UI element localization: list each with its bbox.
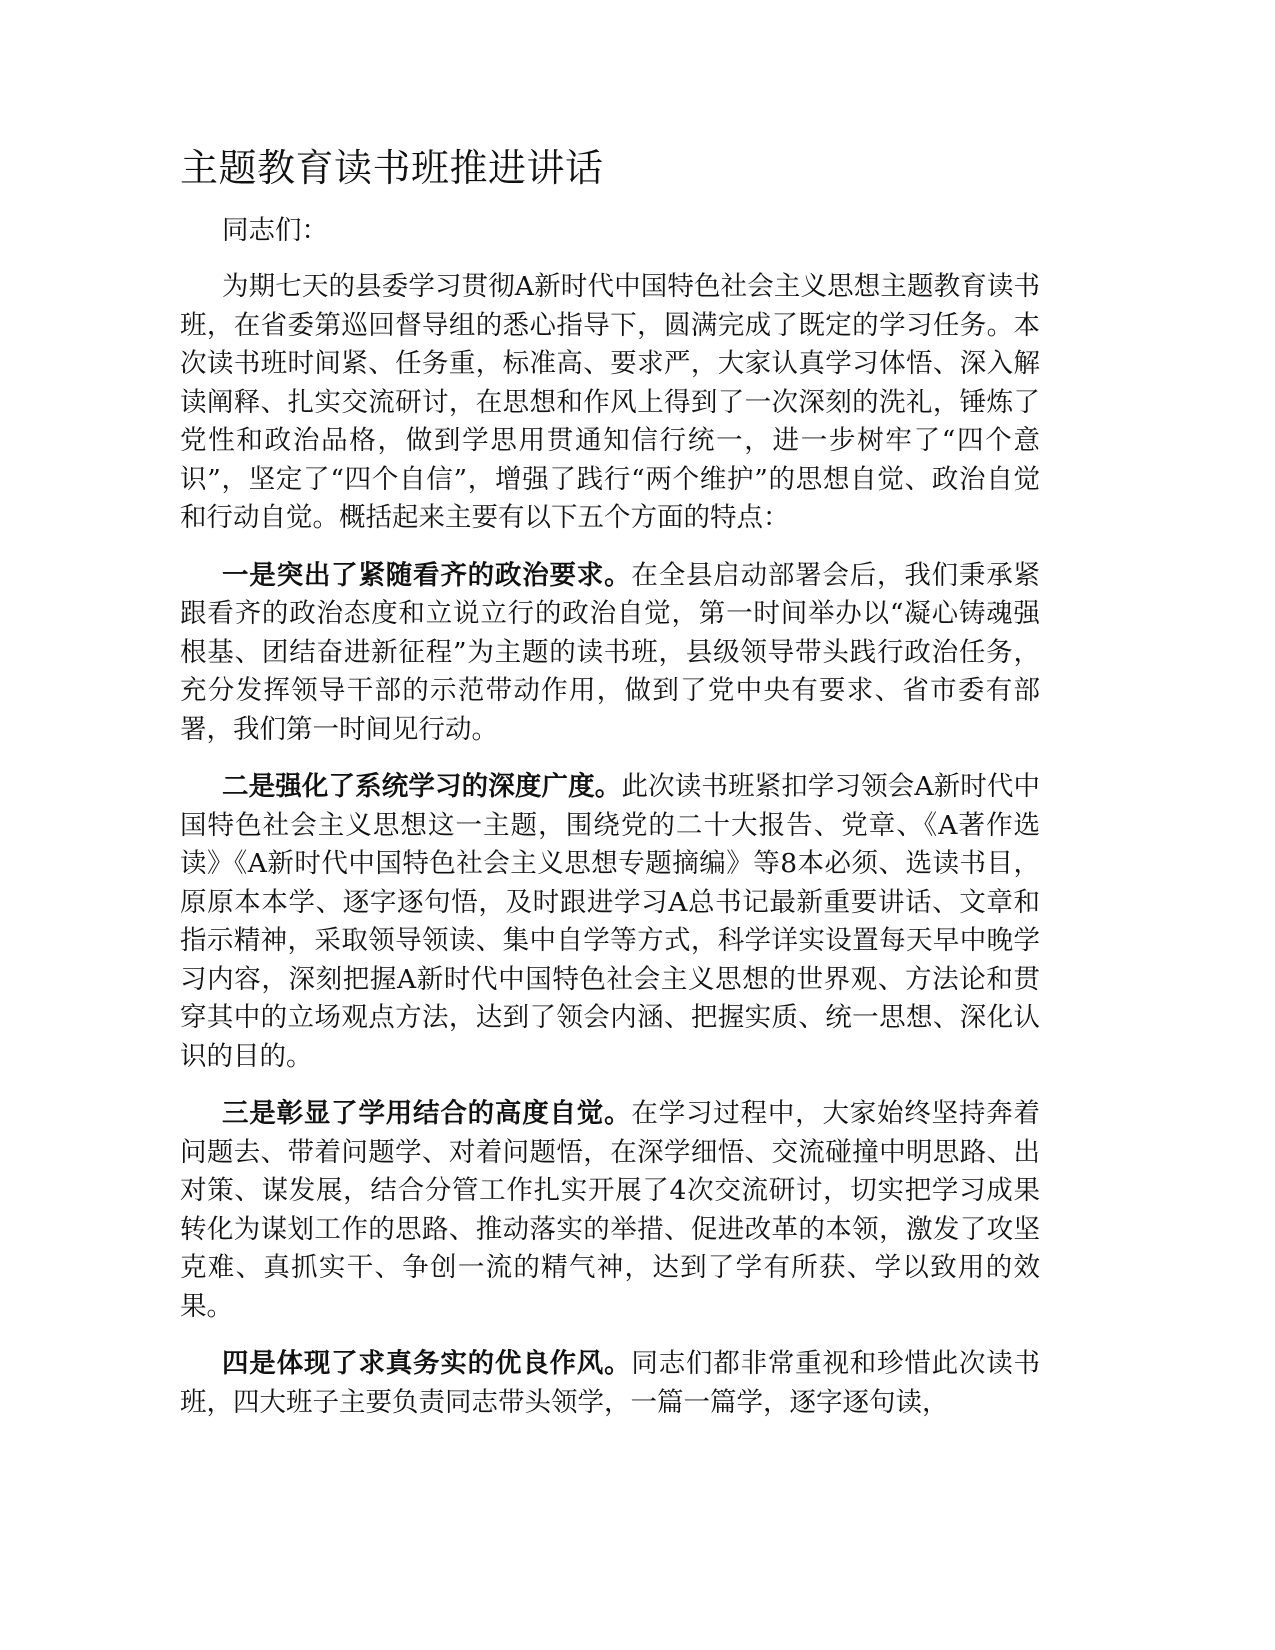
- point-paragraph-1: [180, 557, 1040, 750]
- salutation: 同志们：: [222, 215, 328, 246]
- point-heading: 四是体现了求真务实的优良作风。: [222, 1348, 632, 1379]
- point-heading: 二是强化了系统学习的深度广度。: [222, 771, 622, 802]
- point-body: 同志们都非常重视和珍惜此次读书班，四大班子主要负责同志带头领学，一篇一篇学，逐字逐句读，: [180, 1348, 1041, 1418]
- point-paragraph-4: [180, 1345, 1040, 1422]
- point-heading: 一是突出了紧随看齐的政治要求。: [222, 559, 632, 591]
- document-title: 主题教育读书班推进讲话: [180, 146, 604, 190]
- document-page: [180, 138, 1040, 1441]
- point-paragraph-2: [180, 768, 1040, 1076]
- point-body: 在学习过程中，大家始终坚持奔着问题去、带着问题学、对着问题悟，在深学细悟、交流碰撞中明思路、出对策、谋发展，结合分管工作扎实开展了4次交流研讨，切实把学习成果转化为谋划工作的思路、推动落实的举措、促进改革的本领，激发了攻坚克难、真抓实干、争创一流的精气神，达到了学有所获、学以致用的效果。: [180, 1098, 1041, 1322]
- point-body: 在全县启动部署会后，我们秉承紧跟看齐的政治态度和立说立行的政治自觉，第一时间举办以“凝心铸魂强根基、团结奋进新征程”为主题的读书班，县级领导带头践行政治任务，充分发挥领导干部的示范带动作用，做到了党中央有要求、省市委有部署，我们第一时间见行动。: [180, 559, 1041, 745]
- intro-paragraph: 为期七天的县委学习贯彻A新时代中国特色社会主义思想主题教育读书班，在省委第巡回督导组的悉心指导下，圆满完成了既定的学习任务。本次读书班时间紧、任务重，标准高、要求严，大家认真学习体悟、深入解读阐释、扎实交流研讨，在思想和作风上得到了一次深刻的洗礼，锤炼了党性和政治品格，做到学思用贯通知信行统一，进一步树牢了“四个意识”，坚定了“四个自信”，增强了践行“两个维护”的思想自觉、政治自觉和行动自觉。概括起来主要有以下五个方面的特点：: [180, 271, 1040, 533]
- point-heading: 三是彰显了学用结合的高度自觉。: [222, 1098, 632, 1129]
- point-body: 此次读书班紧扣学习领会A新时代中国特色社会主义思想这一主题，围绕党的二十大报告、党章、《A著作选读》《A新时代中国特色社会主义思想专题摘编》等8本必须、选读书目，原原本本学、逐字逐句悟，及时跟进学习A总书记最新重要讲话、文章和指示精神，采取领导领读、集中自学等方式，科学详实设置每天早中晚学习内容，深刻把握A新时代中国特色社会主义思想的世界观、方法论和贯穿其中的立场观点方法，达到了领会内涵、把握实质、统一思想、深化认识的目的。: [180, 771, 1041, 1072]
- point-paragraph-3: [180, 1095, 1040, 1326]
